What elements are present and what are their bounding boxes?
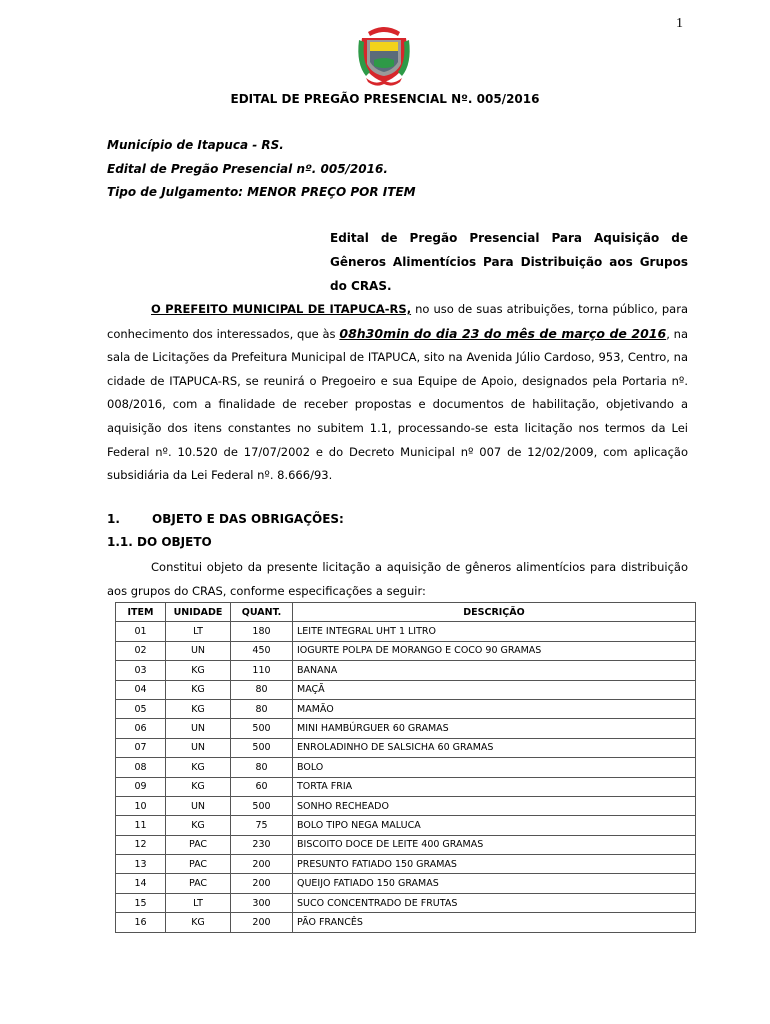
object-text: Constitui objeto da presente licitação a aquisição de gêneros alimentícios para distribuição aos grupos do CRAS, conforme especificações a seguir: bbox=[107, 560, 688, 598]
quantity-cell: 110 bbox=[231, 661, 293, 680]
table-row bbox=[116, 796, 696, 815]
table-row bbox=[116, 816, 696, 835]
unit-cell: KG bbox=[166, 777, 231, 796]
item-cell: 13 bbox=[116, 855, 166, 874]
description-cell: PRESUNTO FATIADO 150 GRAMAS bbox=[293, 855, 696, 874]
municipal-crest-logo bbox=[356, 20, 412, 86]
item-cell: 05 bbox=[116, 699, 166, 718]
col-header-quantity: QUANT. bbox=[231, 603, 293, 622]
quantity-cell: 200 bbox=[231, 874, 293, 893]
table-row bbox=[116, 719, 696, 738]
table-row bbox=[116, 893, 696, 912]
table-row bbox=[116, 777, 696, 796]
item-cell: 09 bbox=[116, 777, 166, 796]
item-cell: 04 bbox=[116, 680, 166, 699]
table-row bbox=[116, 641, 696, 660]
session-datetime: 08h30min do dia 23 do mês de março de 2016 bbox=[339, 325, 667, 341]
quantity-cell: 80 bbox=[231, 699, 293, 718]
quantity-cell: 500 bbox=[231, 738, 293, 757]
header-edital-number: Edital de Pregão Presencial nº. 005/2016. bbox=[107, 162, 388, 176]
unit-cell: KG bbox=[166, 699, 231, 718]
edital-subject: Edital de Pregão Presencial Para Aquisição de Gêneros Alimentícios Para Distribuição aos Grupos do CRAS. bbox=[330, 231, 688, 293]
table-row bbox=[116, 661, 696, 680]
quantity-cell: 200 bbox=[231, 855, 293, 874]
subsection-1-1-heading: 1.1. DO OBJETO bbox=[107, 535, 212, 549]
item-cell: 11 bbox=[116, 816, 166, 835]
description-cell: SONHO RECHEADO bbox=[293, 796, 696, 815]
unit-cell: KG bbox=[166, 680, 231, 699]
item-cell: 15 bbox=[116, 893, 166, 912]
header-judgment-type: Tipo de Julgamento: MENOR PREÇO POR ITEM bbox=[107, 185, 416, 199]
unit-cell: KG bbox=[166, 758, 231, 777]
table-row bbox=[116, 874, 696, 893]
quantity-cell: 500 bbox=[231, 719, 293, 738]
item-cell: 07 bbox=[116, 738, 166, 757]
table-row bbox=[116, 855, 696, 874]
quantity-cell: 500 bbox=[231, 796, 293, 815]
header-municipality: Município de Itapuca - RS. bbox=[107, 138, 284, 152]
description-cell: QUEIJO FATIADO 150 GRAMAS bbox=[293, 874, 696, 893]
item-cell: 01 bbox=[116, 622, 166, 641]
section-1-title: OBJETO E DAS OBRIGAÇÕES: bbox=[152, 512, 344, 526]
items-table bbox=[115, 602, 696, 933]
unit-cell: UN bbox=[166, 641, 231, 660]
col-header-description: DESCRIÇÃO bbox=[293, 603, 696, 622]
unit-cell: UN bbox=[166, 796, 231, 815]
unit-cell: PAC bbox=[166, 855, 231, 874]
table-row bbox=[116, 622, 696, 641]
quantity-cell: 80 bbox=[231, 680, 293, 699]
quantity-cell: 180 bbox=[231, 622, 293, 641]
description-cell: SUCO CONCENTRADO DE FRUTAS bbox=[293, 893, 696, 912]
unit-cell: PAC bbox=[166, 874, 231, 893]
description-cell: MINI HAMBÚRGUER 60 GRAMAS bbox=[293, 719, 696, 738]
description-cell: MAÇÃ bbox=[293, 680, 696, 699]
description-cell: BOLO TIPO NEGA MALUCA bbox=[293, 816, 696, 835]
quantity-cell: 200 bbox=[231, 913, 293, 932]
quantity-cell: 80 bbox=[231, 758, 293, 777]
description-cell: BANANA bbox=[293, 661, 696, 680]
description-cell: MAMÃO bbox=[293, 699, 696, 718]
description-cell: IOGURTE POLPA DE MORANGO E COCO 90 GRAMAS bbox=[293, 641, 696, 660]
table-header-row bbox=[116, 603, 696, 622]
description-cell: TORTA FRIA bbox=[293, 777, 696, 796]
mayor-heading: O PREFEITO MUNICIPAL DE ITAPUCA-RS, bbox=[151, 302, 412, 316]
quantity-cell: 60 bbox=[231, 777, 293, 796]
intro-text-2: , na sala de Licitações da Prefeitura Municipal de ITAPUCA, sito na Avenida Júlio Cardoso, 953, Centro, na cidade de ITAPUCA-RS, se reunirá o Pregoeiro e sua Equipe de Apoio, designados pela Portaria nº. 008/2016, com a finalidade de receber propostas e documentos de habilitação, objetivando a aquisição dos itens constantes no subitem 1.1, processando-se esta licitação nos termos da Lei Federal nº. 10.520 de 17/07/2002 e do Decreto Municipal nº 007 de 12/02/2009, com aplicação subsidiária da Lei Federal nº. 8.666/93. bbox=[107, 326, 689, 483]
item-cell: 10 bbox=[116, 796, 166, 815]
item-cell: 14 bbox=[116, 874, 166, 893]
description-cell: BOLO bbox=[293, 758, 696, 777]
intro-text-1: no uso de suas atribuições, torna público, para conhecimento dos interessados, que às bbox=[107, 302, 688, 341]
quantity-cell: 75 bbox=[231, 816, 293, 835]
section-1-number: 1. bbox=[107, 512, 120, 526]
item-cell: 02 bbox=[116, 641, 166, 660]
page-number: 1 bbox=[676, 16, 683, 31]
object-paragraph bbox=[107, 556, 688, 603]
item-cell: 12 bbox=[116, 835, 166, 854]
description-cell: ENROLADINHO DE SALSICHA 60 GRAMAS bbox=[293, 738, 696, 757]
col-header-item: ITEM bbox=[116, 603, 166, 622]
description-cell: PÃO FRANCÊS bbox=[293, 913, 696, 932]
unit-cell: KG bbox=[166, 661, 231, 680]
table-row bbox=[116, 835, 696, 854]
table-row bbox=[116, 738, 696, 757]
description-cell: LEITE INTEGRAL UHT 1 LITRO bbox=[293, 622, 696, 641]
table-row bbox=[116, 913, 696, 932]
document-title: EDITAL DE PREGÃO PRESENCIAL Nº. 005/2016 bbox=[230, 92, 540, 106]
quantity-cell: 230 bbox=[231, 835, 293, 854]
unit-cell: LT bbox=[166, 622, 231, 641]
unit-cell: PAC bbox=[166, 835, 231, 854]
item-cell: 03 bbox=[116, 661, 166, 680]
unit-cell: LT bbox=[166, 893, 231, 912]
unit-cell: KG bbox=[166, 913, 231, 932]
table-row bbox=[116, 699, 696, 718]
col-header-unit: UNIDADE bbox=[166, 603, 231, 622]
item-cell: 16 bbox=[116, 913, 166, 932]
section-1-heading bbox=[107, 512, 344, 526]
quantity-cell: 300 bbox=[231, 893, 293, 912]
unit-cell: KG bbox=[166, 816, 231, 835]
items-table-body bbox=[116, 622, 696, 932]
unit-cell: UN bbox=[166, 738, 231, 757]
table-row bbox=[116, 680, 696, 699]
unit-cell: UN bbox=[166, 719, 231, 738]
item-cell: 08 bbox=[116, 758, 166, 777]
intro-paragraph bbox=[107, 298, 688, 488]
table-row bbox=[116, 758, 696, 777]
quantity-cell: 450 bbox=[231, 641, 293, 660]
description-cell: BISCOITO DOCE DE LEITE 400 GRAMAS bbox=[293, 835, 696, 854]
item-cell: 06 bbox=[116, 719, 166, 738]
